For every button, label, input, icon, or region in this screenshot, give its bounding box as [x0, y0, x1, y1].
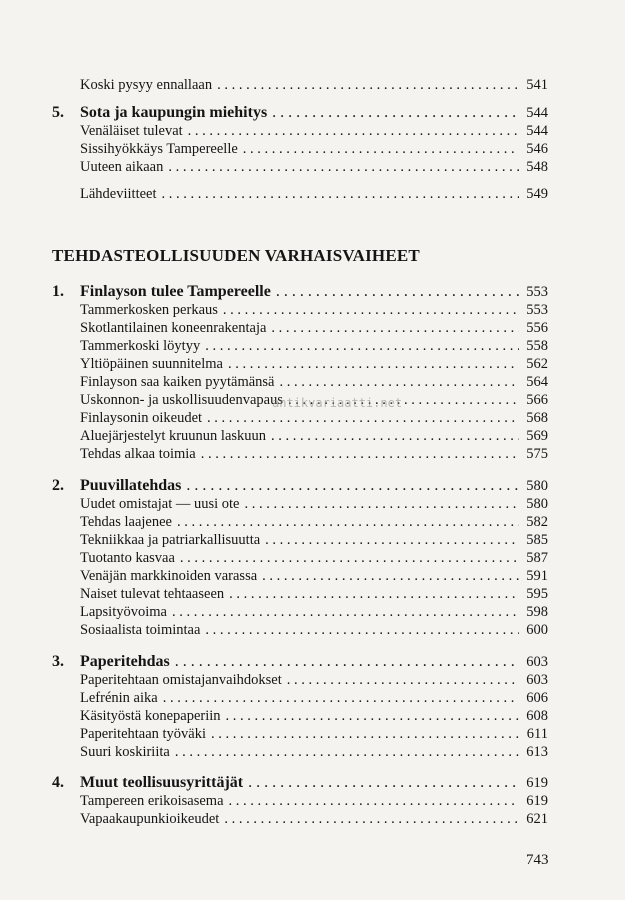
- chapter-title: Sota ja kaupungin miehitys: [80, 104, 268, 121]
- toc-entry-page: 568: [526, 410, 548, 426]
- leader-dots: [175, 653, 519, 671]
- chapter-title: Finlayson tulee Tampereelle: [80, 283, 271, 300]
- toc-entry-title: Paperitehtaan omistajanvaihdokset: [80, 672, 282, 688]
- toc-entry-title: Sissihyökkäys Tampereelle: [80, 141, 238, 157]
- leader-dots: [188, 122, 519, 140]
- toc-entry-title: Tehdas laajenee: [80, 514, 172, 530]
- toc-entry-page: 582: [526, 514, 548, 530]
- toc-entry-title: Aluejärjestelyt kruunun laskuun: [80, 428, 267, 444]
- toc-entry-page: 564: [526, 374, 548, 390]
- toc-entry: [80, 585, 548, 603]
- leader-dots: [207, 409, 519, 427]
- toc-entry-title: Finlaysonin oikeudet: [80, 410, 203, 426]
- toc-entry-title: Koski pysyy ennallaan: [80, 77, 213, 93]
- leader-dots: [223, 301, 519, 319]
- toc-entry-title: Lapsityövoima: [80, 604, 167, 620]
- leader-dots: [272, 104, 519, 122]
- toc-entry-page: 619: [526, 793, 548, 809]
- leader-dots: [280, 373, 520, 391]
- toc-entry: [80, 513, 548, 531]
- toc-entry: [80, 549, 548, 567]
- leader-dots: [175, 743, 519, 761]
- leader-dots: [229, 585, 519, 603]
- leader-dots: [276, 283, 519, 301]
- toc-entry: [80, 409, 548, 427]
- toc-entry: [80, 689, 548, 707]
- toc-entry: [80, 373, 548, 391]
- toc-entry-page: 544: [526, 123, 548, 139]
- toc-entry-page: 591: [526, 568, 548, 584]
- toc-entry-title: Uuteen aikaan: [80, 159, 164, 175]
- toc-entry-page: 600: [526, 622, 548, 638]
- toc-entry-title: Lefrénin aika: [80, 690, 158, 706]
- leader-dots: [243, 140, 519, 158]
- toc-chapter-heading: [52, 283, 548, 301]
- toc-entry-page: 621: [526, 811, 548, 827]
- page-number: 743: [526, 852, 549, 868]
- toc-entry: [80, 319, 548, 337]
- leader-dots: [163, 689, 519, 707]
- toc-entry-page: 546: [526, 141, 548, 157]
- chapter-title: Paperitehdas: [80, 653, 170, 670]
- toc-entry-title: Naiset tulevat tehtaaseen: [80, 586, 225, 602]
- leader-dots: [162, 185, 520, 203]
- toc-entry-title: Lähdeviitteet: [80, 186, 157, 202]
- toc-entry: [80, 140, 548, 158]
- toc-entry-title: Skotlantilainen koneenrakentaja: [80, 320, 267, 336]
- toc-entry-page: 608: [526, 708, 548, 724]
- toc-entry-page: 558: [526, 338, 548, 354]
- toc-entry-page: 580: [526, 496, 548, 512]
- chapter-number: 3.: [52, 653, 64, 670]
- toc-chapter-heading: [52, 653, 548, 671]
- chapter-page: 544: [526, 105, 548, 121]
- toc-entry-page: 585: [526, 532, 548, 548]
- toc-entry-page: 562: [526, 356, 548, 372]
- toc-chapter-heading: [52, 774, 548, 792]
- toc-entry-title: Sosiaalista toimintaa: [80, 622, 201, 638]
- toc-entry-title: Finlayson saa kaiken pyytämänsä: [80, 374, 275, 390]
- toc-entry: [80, 810, 548, 828]
- leader-dots: [217, 76, 519, 94]
- toc-entry-page: 575: [526, 446, 548, 462]
- toc-entry-title: Vapaakaupunkioikeudet: [80, 811, 220, 827]
- chapter-title: Puuvillatehdas: [80, 477, 182, 494]
- leader-dots: [265, 531, 519, 549]
- chapter-number: 4.: [52, 774, 64, 791]
- toc-entry: [80, 445, 548, 463]
- toc-entry-title: Käsityöstä konepaperiin: [80, 708, 221, 724]
- toc-entry-title: Tehdas alkaa toimia: [80, 446, 196, 462]
- toc-entry: [80, 567, 548, 585]
- leader-dots: [186, 477, 519, 495]
- toc-entry-page: 569: [526, 428, 548, 444]
- toc-entry-title: Tammerkosken perkaus: [80, 302, 218, 318]
- toc-entry: [80, 355, 548, 373]
- toc-entry-page: 606: [526, 690, 548, 706]
- toc-entry: [80, 158, 548, 176]
- toc-entry-page: 603: [526, 672, 548, 688]
- leader-dots: [180, 549, 519, 567]
- toc-entry-title: Uskonnon- ja uskollisuudenvapaus: [80, 392, 283, 408]
- chapter-number: 2.: [52, 477, 64, 494]
- watermark: antikvariaatti.net: [272, 396, 403, 410]
- chapter-page: 580: [526, 478, 548, 494]
- leader-dots: [224, 810, 519, 828]
- toc-entry-page: 598: [526, 604, 548, 620]
- toc-entry-title: Yltiöpäinen suunnitelma: [80, 356, 223, 372]
- toc-entry-title: Venäjän markkinoiden varassa: [80, 568, 258, 584]
- chapter-number: 1.: [52, 283, 64, 300]
- leader-dots: [244, 495, 519, 513]
- toc-entry: [80, 495, 548, 513]
- leader-dots: [168, 158, 519, 176]
- leader-dots: [205, 621, 519, 639]
- leader-dots: [201, 445, 519, 463]
- chapter-number: 5.: [52, 104, 64, 121]
- toc-entry-title: Tekniikkaa ja patriarkallisuutta: [80, 532, 261, 548]
- toc-entry: [80, 531, 548, 549]
- toc-entry-page: 549: [526, 186, 548, 202]
- chapter-page: 619: [526, 775, 548, 791]
- toc-entry-page: 553: [526, 302, 548, 318]
- toc-entry-title: Uudet omistajat — uusi ote: [80, 496, 240, 512]
- toc-entry-page: 566: [526, 392, 548, 408]
- toc-entry-page: 541: [526, 77, 548, 93]
- toc-chapter-heading: [52, 477, 548, 495]
- leader-dots: [229, 792, 519, 810]
- toc-entry-title: Tammerkoski löytyy: [80, 338, 201, 354]
- toc-entry-page: 611: [526, 726, 548, 742]
- toc-entry-page: 548: [526, 159, 548, 175]
- toc-entry: [80, 743, 548, 761]
- toc-entry: [80, 671, 548, 689]
- toc-entry: [80, 122, 548, 140]
- toc-entry-title: Tuotanto kasvaa: [80, 550, 175, 566]
- toc-chapter-heading: [52, 104, 548, 122]
- toc-entry-page: 595: [526, 586, 548, 602]
- toc-entry: [80, 725, 548, 743]
- toc-entry-page: 587: [526, 550, 548, 566]
- toc-entry-page: 613: [526, 744, 548, 760]
- leader-dots: [271, 319, 519, 337]
- toc-entry: [80, 427, 548, 445]
- leader-dots: [262, 567, 519, 585]
- chapter-page: 603: [526, 654, 548, 670]
- leader-dots: [211, 725, 519, 743]
- toc-entry-title: Venäläiset tulevat: [80, 123, 183, 139]
- chapter-title: Muut teollisuusyrittäjät: [80, 774, 244, 791]
- leader-dots: [287, 671, 519, 689]
- leader-dots: [172, 603, 519, 621]
- toc-entry: [80, 603, 548, 621]
- toc-entry: [80, 76, 548, 94]
- toc-entry-page: 556: [526, 320, 548, 336]
- toc-entry: [80, 792, 548, 810]
- toc-entry: [80, 621, 548, 639]
- toc-entry: [80, 707, 548, 725]
- toc-entry: [80, 185, 548, 203]
- leader-dots: [228, 355, 519, 373]
- toc-entry-title: Paperitehtaan työväki: [80, 726, 207, 742]
- leader-dots: [226, 707, 519, 725]
- chapter-page: 553: [526, 284, 548, 300]
- toc-entry-title: Tampereen erikoisasema: [80, 793, 224, 809]
- leader-dots: [177, 513, 519, 531]
- leader-dots: [271, 427, 519, 445]
- part-title: TEHDASTEOLLISUUDEN VARHAISVAIHEET: [52, 246, 420, 265]
- toc-entry-title: Suuri koskiriita: [80, 744, 170, 760]
- leader-dots: [248, 774, 519, 792]
- toc-entry: [80, 337, 548, 355]
- leader-dots: [205, 337, 519, 355]
- toc-entry: [80, 301, 548, 319]
